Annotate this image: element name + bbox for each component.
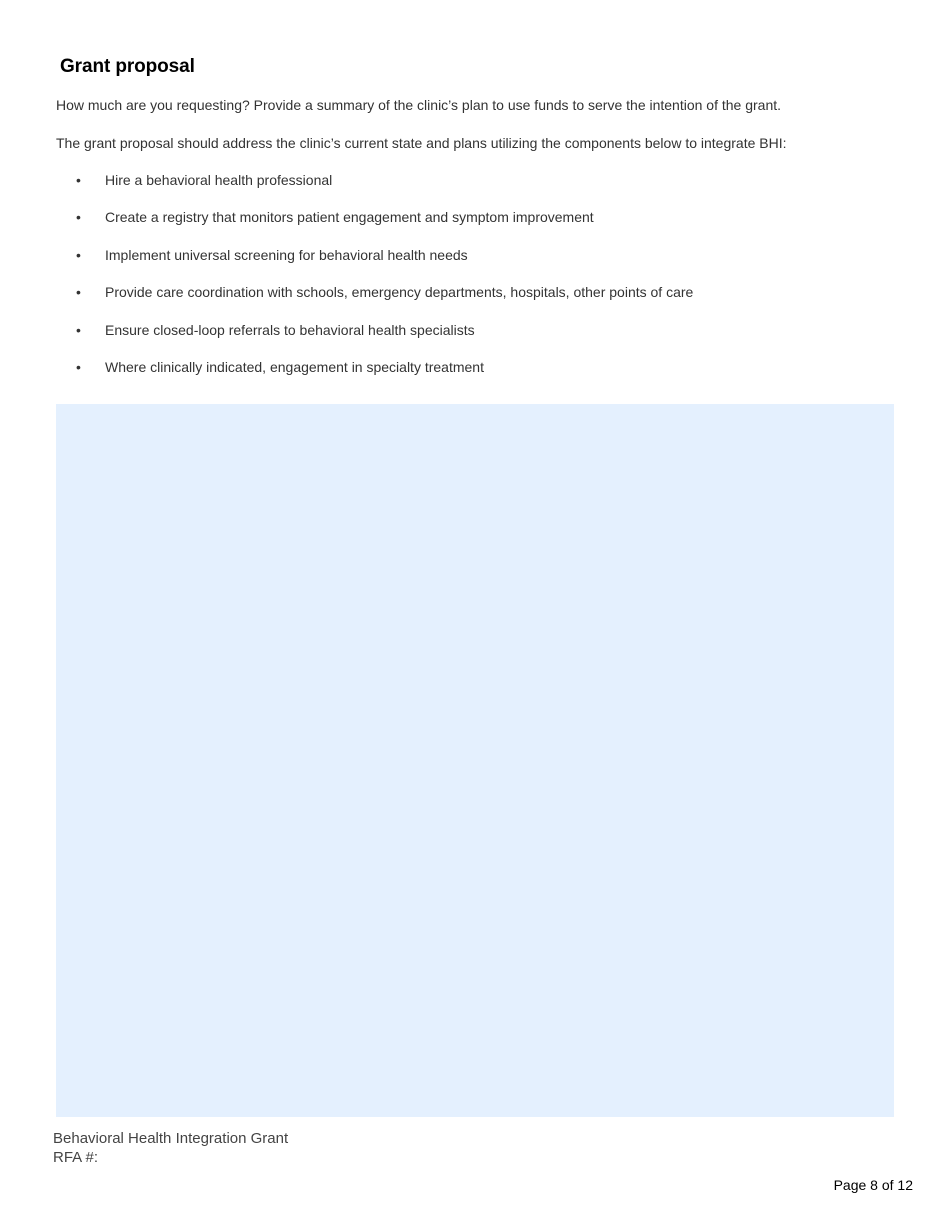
component-text: Provide care coordination with schools, emergency departments, hospitals, other points of care (105, 284, 694, 301)
instruction-text: The grant proposal should address the clinic’s current state and plans utilizing the components below to integrate BHI: (56, 135, 787, 151)
bullet-icon: • (76, 321, 81, 338)
footer-rfa-label: RFA #: (53, 1149, 99, 1166)
bullet-icon: • (76, 246, 81, 263)
question-text: How much are you requesting? Provide a summary of the clinic’s plan to use funds to serve the intention of the grant. (56, 97, 782, 113)
component-text: Ensure closed-loop referrals to behavioral health specialists (105, 321, 475, 338)
component-text: Hire a behavioral health professional (105, 172, 333, 188)
component-text: Where clinically indicated, engagement in specialty treatment (105, 358, 484, 375)
footer-title: Behavioral Health Integration Grant (53, 1130, 289, 1147)
page-number: Page 8 of 12 (833, 1177, 913, 1193)
component-text: Create a registry that monitors patient engagement and symptom improvement (105, 209, 594, 226)
bullet-icon: • (76, 358, 81, 375)
section-heading: Grant proposal (60, 56, 195, 77)
bullet-icon: • (76, 172, 81, 188)
bullet-icon: • (76, 284, 81, 301)
component-text: Implement universal screening for behavioral health needs (105, 246, 468, 263)
bullet-icon: • (76, 209, 81, 226)
proposal-response-field[interactable] (56, 404, 894, 1117)
